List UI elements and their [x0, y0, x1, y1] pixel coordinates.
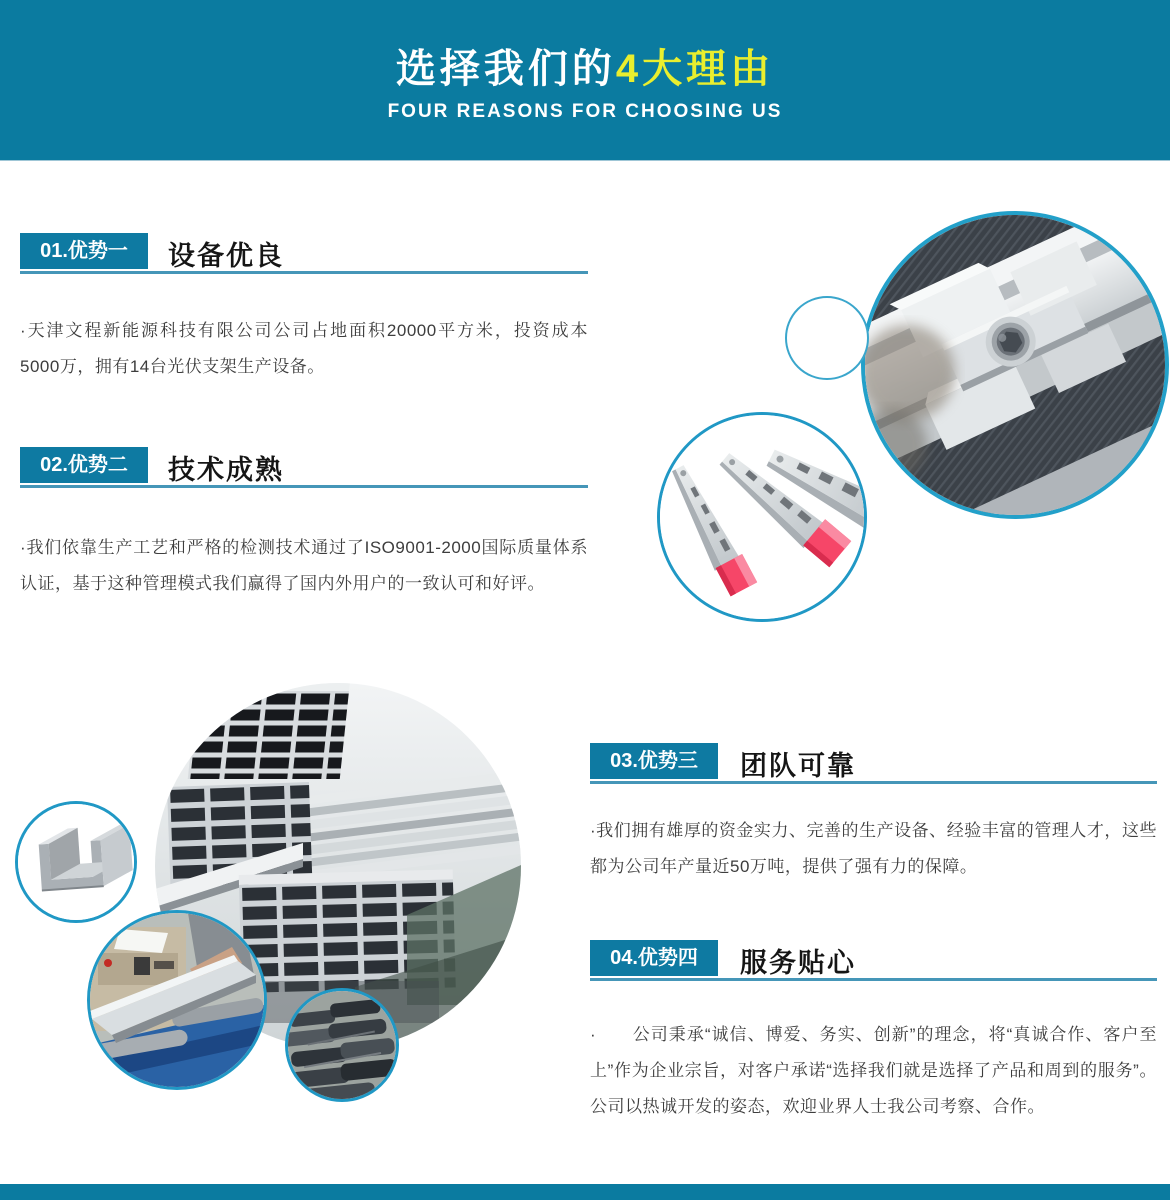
page-title-highlight: 4大理由 [615, 47, 775, 91]
production-line-photo [87, 910, 267, 1090]
page-title [0, 0, 1170, 92]
advantage-1-body: ·天津文程新能源科技有限公司公司占地面积20000平方米，投资成本5000万，拥有14台光伏支架生产设备。 [20, 321, 588, 376]
bracket-arms-photo [657, 412, 867, 622]
advantage-2-underline [20, 485, 588, 488]
advantage-1-underline [20, 271, 588, 274]
advantage-3-title: 团队可靠 [740, 751, 856, 781]
advantage-2-title: 技术成熟 [168, 455, 284, 485]
advantage-3-underline [590, 781, 1157, 784]
advantage-4-title: 服务贴心 [740, 948, 856, 978]
advantage-1-title: 设备优良 [168, 241, 284, 271]
advantage-2-badge: 02.优势二 [20, 447, 148, 483]
steel-bundles-photo [285, 988, 399, 1102]
advantage-4-body: · 公司秉承“诚信、博爱、务实、创新”的理念，将“真诚合作、客户至上”作为企业宗旨，对客户承诺“选择我们就是选择了产品和周到的服务”。公司以热诚开发的姿态，欢迎业界人士我公司考察、合作。 [590, 1025, 1157, 1116]
advantage-1-badge: 01.优势一 [20, 233, 148, 269]
advantage-4-underline [590, 978, 1157, 981]
u-channel-photo [15, 801, 137, 923]
page-title-main: 选择我们的 [395, 47, 616, 91]
bottom-accent-bar [0, 1184, 1170, 1200]
page-subtitle: FOUR REASONS FOR CHOOSING US [387, 101, 783, 122]
advantage-4-badge: 04.优势四 [590, 940, 718, 976]
advantage-3-badge: 03.优势三 [590, 743, 718, 779]
advantage-3-body: ·我们拥有雄厚的资金实力、完善的生产设备、经验丰富的管理人才，这些都为公司年产量近50万吨，提供了强有力的保障。 [590, 821, 1157, 876]
advantage-2-body: ·我们依靠生产工艺和严格的检测技术通过了ISO9001-2000国际质量体系认证，基于这种管理模式我们赢得了国内外用户的一致认可和好评。 [20, 538, 588, 593]
decorative-outline-circle [785, 296, 869, 380]
solar-clamp-photo [861, 211, 1169, 519]
header-banner [0, 0, 1170, 161]
